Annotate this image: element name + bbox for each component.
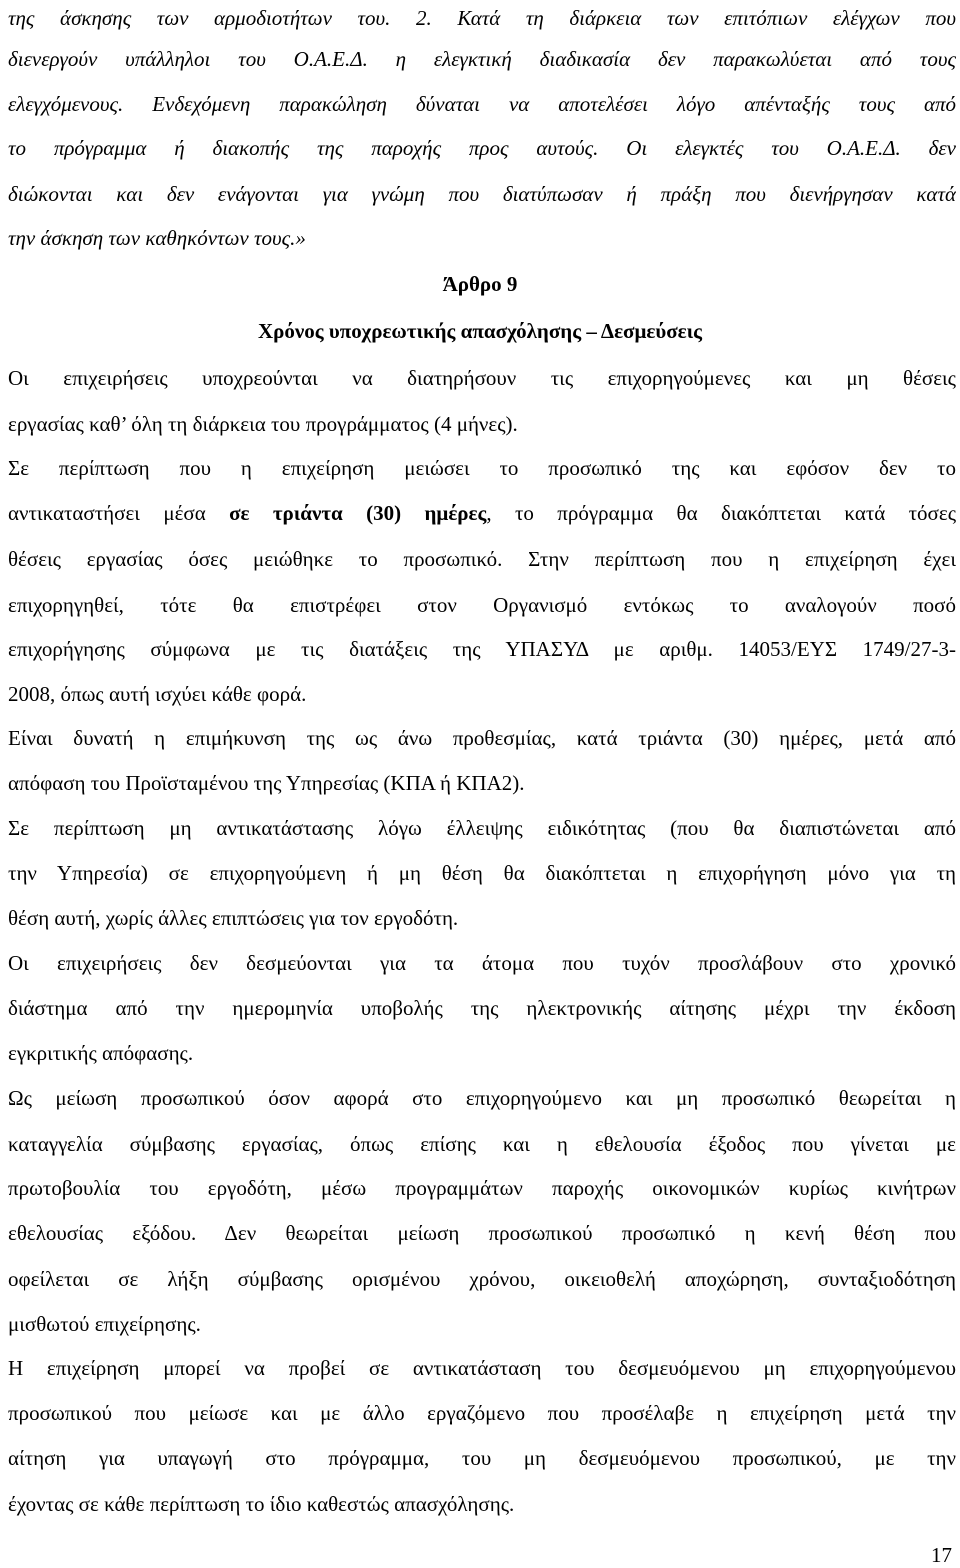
body-line: 2008, όπως αυτή ισχύει κάθε φορά. [8,682,307,706]
body-line: Οι επιχειρήσεις δεν δεσμεύονται για τα άτομα που τυχόν προσλάβουν στο χρονικό [8,951,956,975]
body-line: απόφαση του Προϊσταμένου της Υπηρεσίας (ΚΠΑ ή ΚΠΑ2). [8,771,525,795]
quote-line: διώκονται και δεν ενάγονται για γνώμη που διατύπωσαν ή πράξη που διενήργησαν κατά [8,182,956,206]
body-line: εθελουσίας εξόδου. Δεν θεωρείται μείωση προσωπικού προσωπικό η κενή θέση που [8,1221,956,1245]
body-line: Οι επιχειρήσεις υποχρεούνται να διατηρήσουν τις επιχορηγούμενες και μη θέσεις [8,366,956,390]
body-line: Σε περίπτωση που η επιχείρηση μειώσει το προσωπικό της και εφόσον δεν το [8,456,956,480]
body-line: θέση αυτή, χωρίς άλλες επιπτώσεις για τον εργοδότη. [8,906,459,930]
article-title: Χρόνος υποχρεωτικής απασχόλησης – Δεσμεύσεις [257,319,703,343]
body-line: επιχορήγησης σύμφωνα με τις διατάξεις της ΥΠΑΣΥΔ με αριθμ. 14053/ΕΥΣ 1749/27-3- [8,637,956,661]
body-line: Η επιχείρηση μπορεί να προβεί σε αντικατάσταση του δεσμευόμενου μη επιχορηγούμενου [8,1356,956,1380]
body-line: εγκριτικής απόφασης. [8,1041,194,1065]
body-line: πρωτοβουλία του εργοδότη, μέσω προγραμμάτων παροχής οικονομικών κυρίως κινήτρων [8,1176,956,1200]
body-line: θέσεις εργασίας όσες μειώθηκε το προσωπικό. Στην περίπτωση που η επιχείρηση έχει [8,547,956,571]
quote-line: ελεγχόμενους. Ενδεχόμενη παρακώληση δύναται να αποτελέσει λόγο απένταξής τους από [8,92,956,116]
page-number: 17 [931,1543,952,1567]
body-line: μισθωτού επιχείρησης. [8,1312,201,1336]
body-line: Ως μείωση προσωπικού όσον αφορά στο επιχορηγούμενο και μη προσωπικό θεωρείται η [8,1086,956,1110]
body-line: εργασίας καθ’ όλη τη διάρκεια του προγράμματος (4 μήνες). [8,412,518,436]
body-line: προσωπικού που μείωσε και με άλλο εργαζόμενο που προσέλαβε η επιχείρηση μετά την [8,1401,956,1425]
article-heading: Άρθρο 9 [442,272,518,296]
bold-phrase: σε τριάντα (30) ημέρες [229,501,487,525]
body-line: Είναι δυνατή η επιμήκυνση της ως άνω προθεσμίας, κατά τριάντα (30) ημέρες, μετά από [8,726,956,750]
quote-line: το πρόγραμμα ή διακοπής της παροχής προς αυτούς. Οι ελεγκτές του Ο.Α.Ε.Δ. δεν [8,136,956,160]
body-line: διάστημα από την ημερομηνία υποβολής της ηλεκτρονικής αίτησης μέχρι την έκδοση [8,996,956,1020]
quote-line: διενεργούν υπάλληλοι του Ο.Α.Ε.Δ. η ελεγκτική διαδικασία δεν παρακωλύεται από τους [8,47,956,71]
body-line: έχοντας σε κάθε περίπτωση το ίδιο καθεστώς απασχόλησης. [8,1492,515,1516]
quote-line: της άσκησης των αρμοδιοτήτων του. 2. Κατά τη διάρκεια των επιτόπιων ελέγχων που [8,6,956,30]
body-line: την Υπηρεσία) σε επιχορηγούμενη ή μη θέση θα διακόπτεται η επιχορήγηση μόνο για τη [8,861,956,885]
body-line: οφείλεται σε λήξη σύμβασης ορισμένου χρόνου, οικειοθελή αποχώρηση, συνταξιοδότηση [8,1267,956,1291]
quote-line: την άσκηση των καθηκόντων τους.» [8,226,306,250]
body-line: αντικαταστήσει μέσα σε τριάντα (30) ημέρες, το πρόγραμμα θα διακόπτεται κατά τόσες [8,501,956,525]
body-line: καταγγελία σύμβασης εργασίας, όπως επίσης και η εθελουσία έξοδος που γίνεται με [8,1132,956,1156]
body-line: αίτηση για υπαγωγή στο πρόγραμμα, του μη δεσμευόμενου προσωπικού, με την [8,1446,956,1470]
body-line: επιχορηγηθεί, τότε θα επιστρέφει στον Οργανισμό εντόκως το αναλογούν ποσό [8,593,956,617]
body-line: Σε περίπτωση μη αντικατάστασης λόγω έλλειψης ειδικότητας (που θα διαπιστώνεται από [8,816,956,840]
